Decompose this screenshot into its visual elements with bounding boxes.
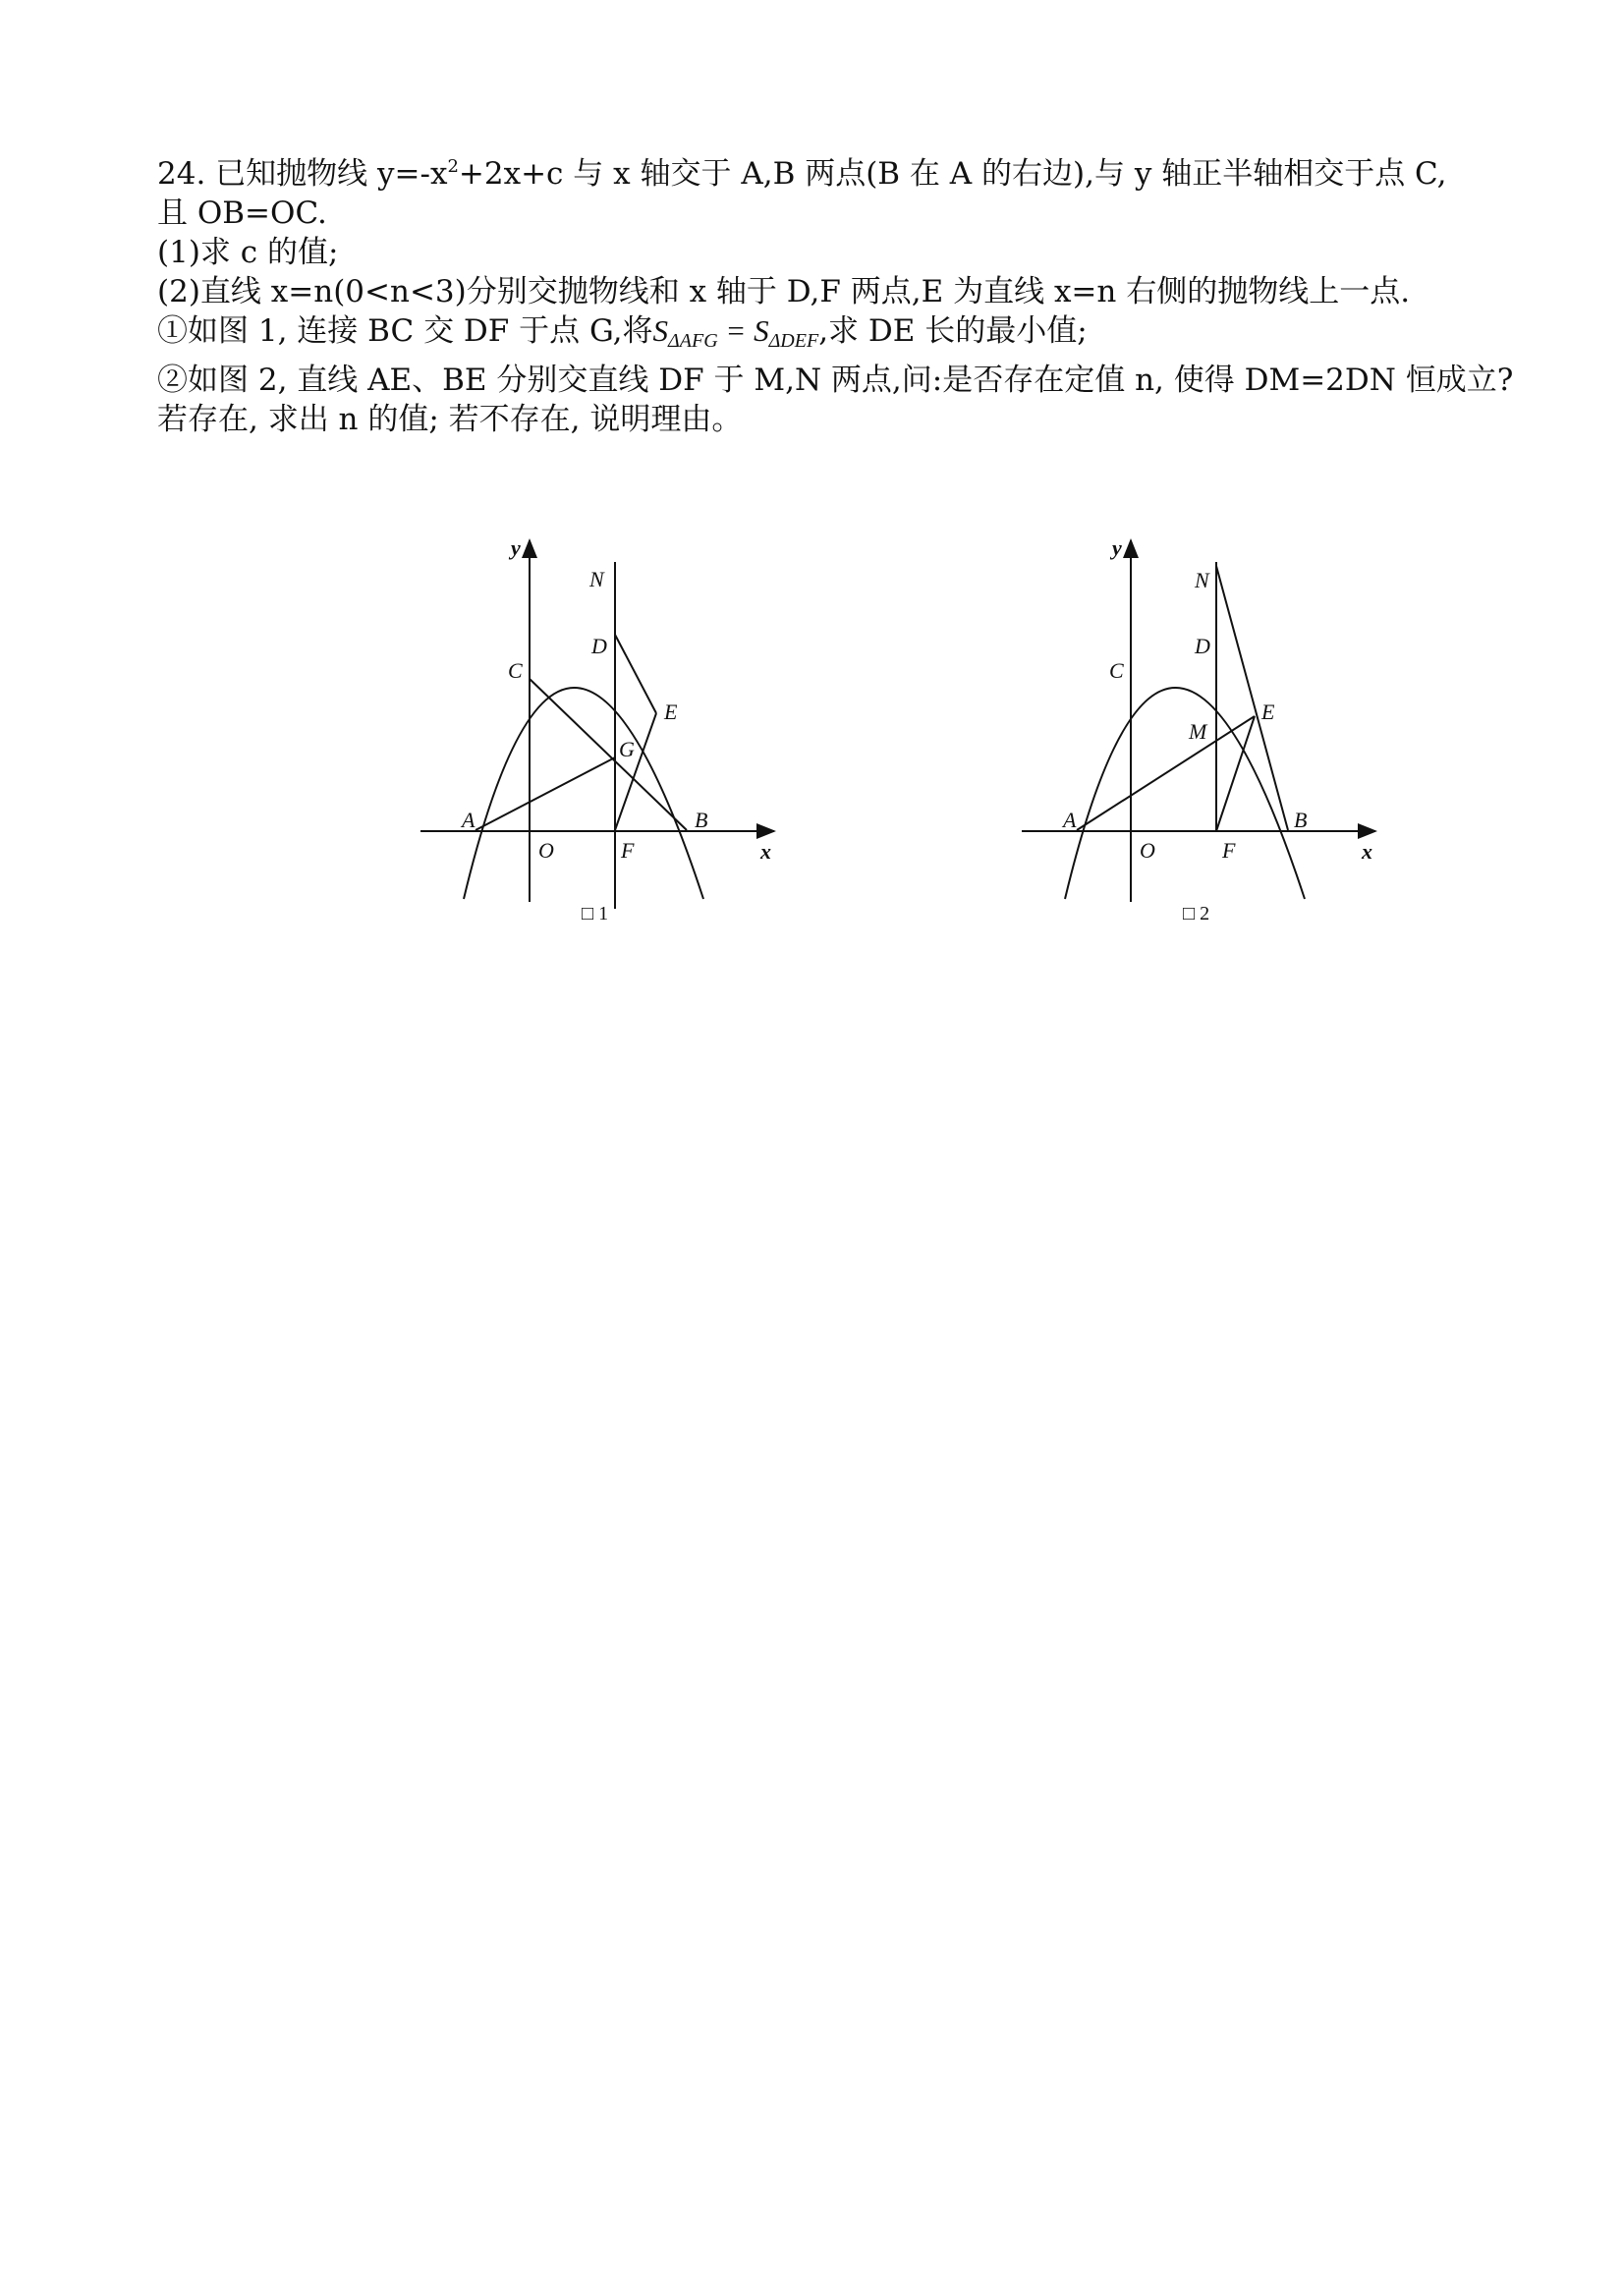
point-n-label: N	[589, 567, 604, 591]
problem-line-5: ①如图 1, 连接 BC 交 DF 于点 G,将$S_{\Delta AFG} = S_{\Delta DEF}$,求 DE 长的最小值;	[157, 313, 1088, 352]
point-b-label: B	[695, 808, 708, 832]
point-f-label: F	[1222, 838, 1236, 863]
point-o-label: O	[1140, 838, 1155, 863]
figure-2-caption: □ 2	[1183, 903, 1210, 924]
segment-fe	[1216, 716, 1255, 831]
point-o-label: O	[538, 838, 554, 863]
point-d-label: D	[1195, 634, 1210, 658]
segment-fe	[615, 713, 656, 830]
problem-line-1: 24. 已知抛物线 $y=-x^2+2x+c$ 与 x 轴交于 A,B 两点(B 在 A 的右边),与 y 轴正半轴相交于点 C,	[157, 156, 1447, 192]
point-c-label: C	[508, 658, 523, 683]
point-f-label: F	[621, 838, 635, 863]
point-n-label: N	[1195, 568, 1209, 592]
x-axis-label: x	[1362, 839, 1372, 864]
problem-line-2: 且 OB=OC.	[157, 196, 327, 231]
y-axis-label: y	[511, 535, 521, 560]
problem-text	[157, 147, 1514, 439]
figure-1-diagram	[413, 531, 786, 943]
point-a-label: A	[1063, 808, 1077, 832]
point-d-label: D	[591, 634, 607, 658]
figure-2	[1014, 531, 1387, 943]
point-m-label: M	[1189, 719, 1207, 744]
point-c-label: C	[1109, 658, 1124, 683]
area-formula: $S_{\Delta AFG} = S_{\Delta DEF}$	[652, 313, 819, 352]
segment-ag	[476, 757, 615, 830]
point-g-label: G	[619, 737, 635, 761]
point-e-label: E	[1261, 700, 1275, 724]
exponent: 2	[447, 156, 459, 177]
line-nb	[1216, 566, 1288, 830]
x-axis-label: x	[760, 839, 771, 864]
problem-line-4: (2)直线 x=n(0<n<3)分别交抛物线和 x 轴于 D,F 两点,E 为直线 x=n 右侧的抛物线上一点.	[157, 274, 1411, 309]
figure-1	[413, 531, 786, 943]
point-e-label: E	[664, 700, 678, 724]
problem-line-6: ②如图 2, 直线 AE、BE 分别交直线 DF 于 M,N 两点,问:是否存在定值 n, 使得 DM=2DN 恒成立?	[157, 363, 1514, 398]
figure-2-diagram	[1014, 531, 1387, 943]
problem-line-3: (1)求 c 的值;	[157, 235, 339, 270]
segment-de	[615, 635, 656, 713]
segment-bc	[530, 679, 687, 830]
point-a-label: A	[462, 808, 476, 832]
figure-1-caption: □ 1	[582, 903, 609, 924]
y-axis-label: y	[1112, 535, 1122, 560]
problem-line-7: 若存在, 求出 n 的值; 若不存在, 说明理由。	[157, 402, 743, 437]
point-b-label: B	[1294, 808, 1308, 832]
